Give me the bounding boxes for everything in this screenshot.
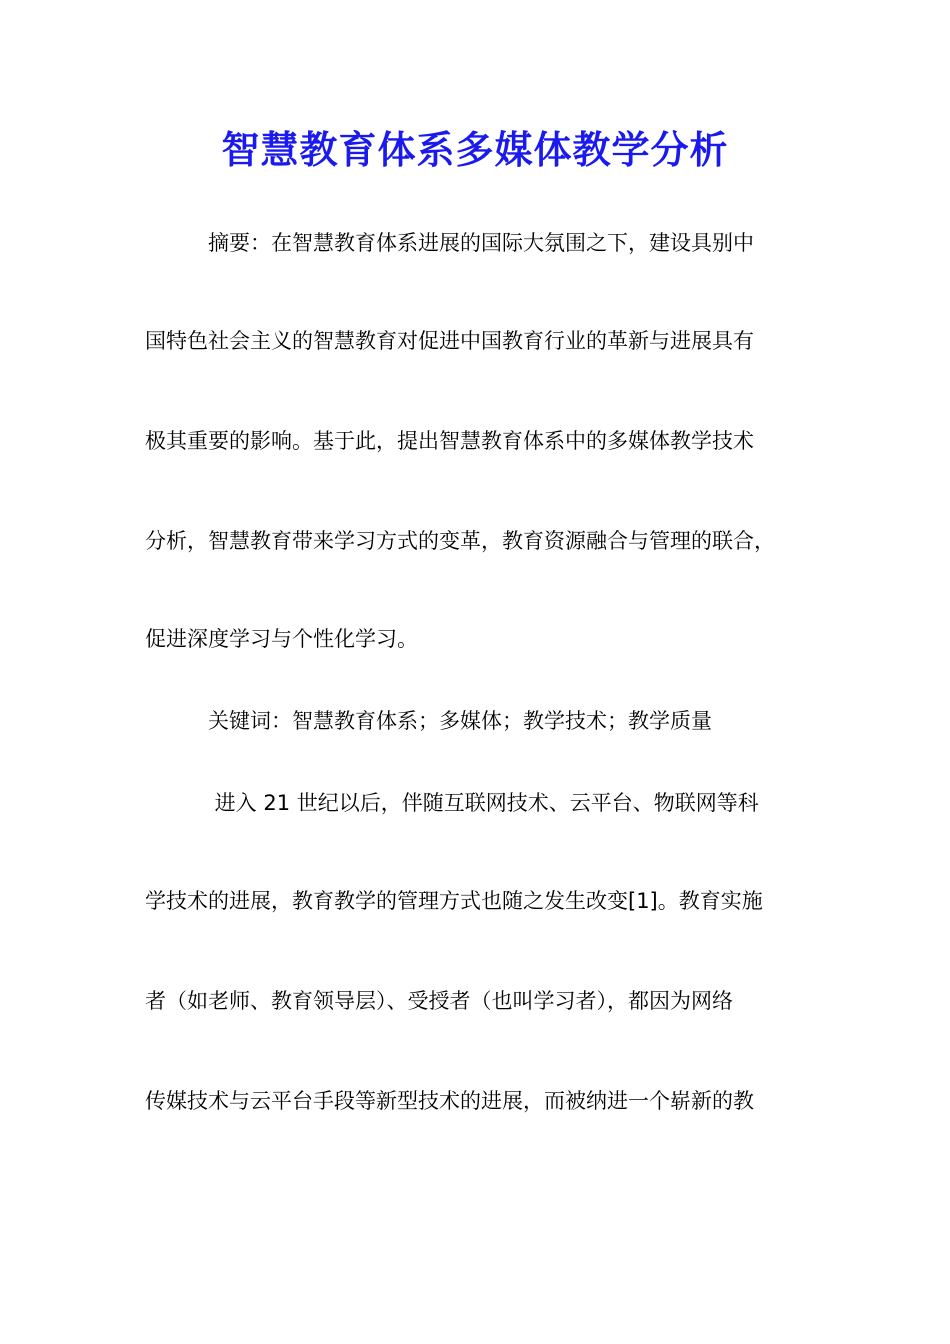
keywords-line: 关键词：智慧教育体系；多媒体；教学技术；教学质量 [145,709,712,733]
body-line-3: 者（如老师、教育领导层）、受授者（也叫学习者），都因为网络 [145,989,733,1013]
body-line-1: 进入 21 世纪以后，伴随互联网技术、云平台、物联网等科 [145,791,759,815]
abstract-line-1: 摘要：在智慧教育体系进展的国际大氛围之下，建设具别中 [145,231,754,255]
document-title: 智慧教育体系多媒体教学分析 [221,127,729,172]
body-line-2: 学技术的进展，教育教学的管理方式也随之发生改变[1]。教育实施 [145,889,763,913]
abstract-line-2: 国特色社会主义的智慧教育对促进中国教育行业的革新与进展具有 [145,329,754,353]
abstract-line-3: 极其重要的影响。基于此，提出智慧教育体系中的多媒体教学技术 [145,429,754,453]
abstract-line-5: 促进深度学习与个性化学习。 [145,627,418,651]
body-line-4: 传媒技术与云平台手段等新型技术的进展，而被纳进一个崭新的教 [145,1089,754,1113]
abstract-line-4: 分析，智慧教育带来学习方式的变革，教育资源融合与管理的联合， [145,529,775,553]
